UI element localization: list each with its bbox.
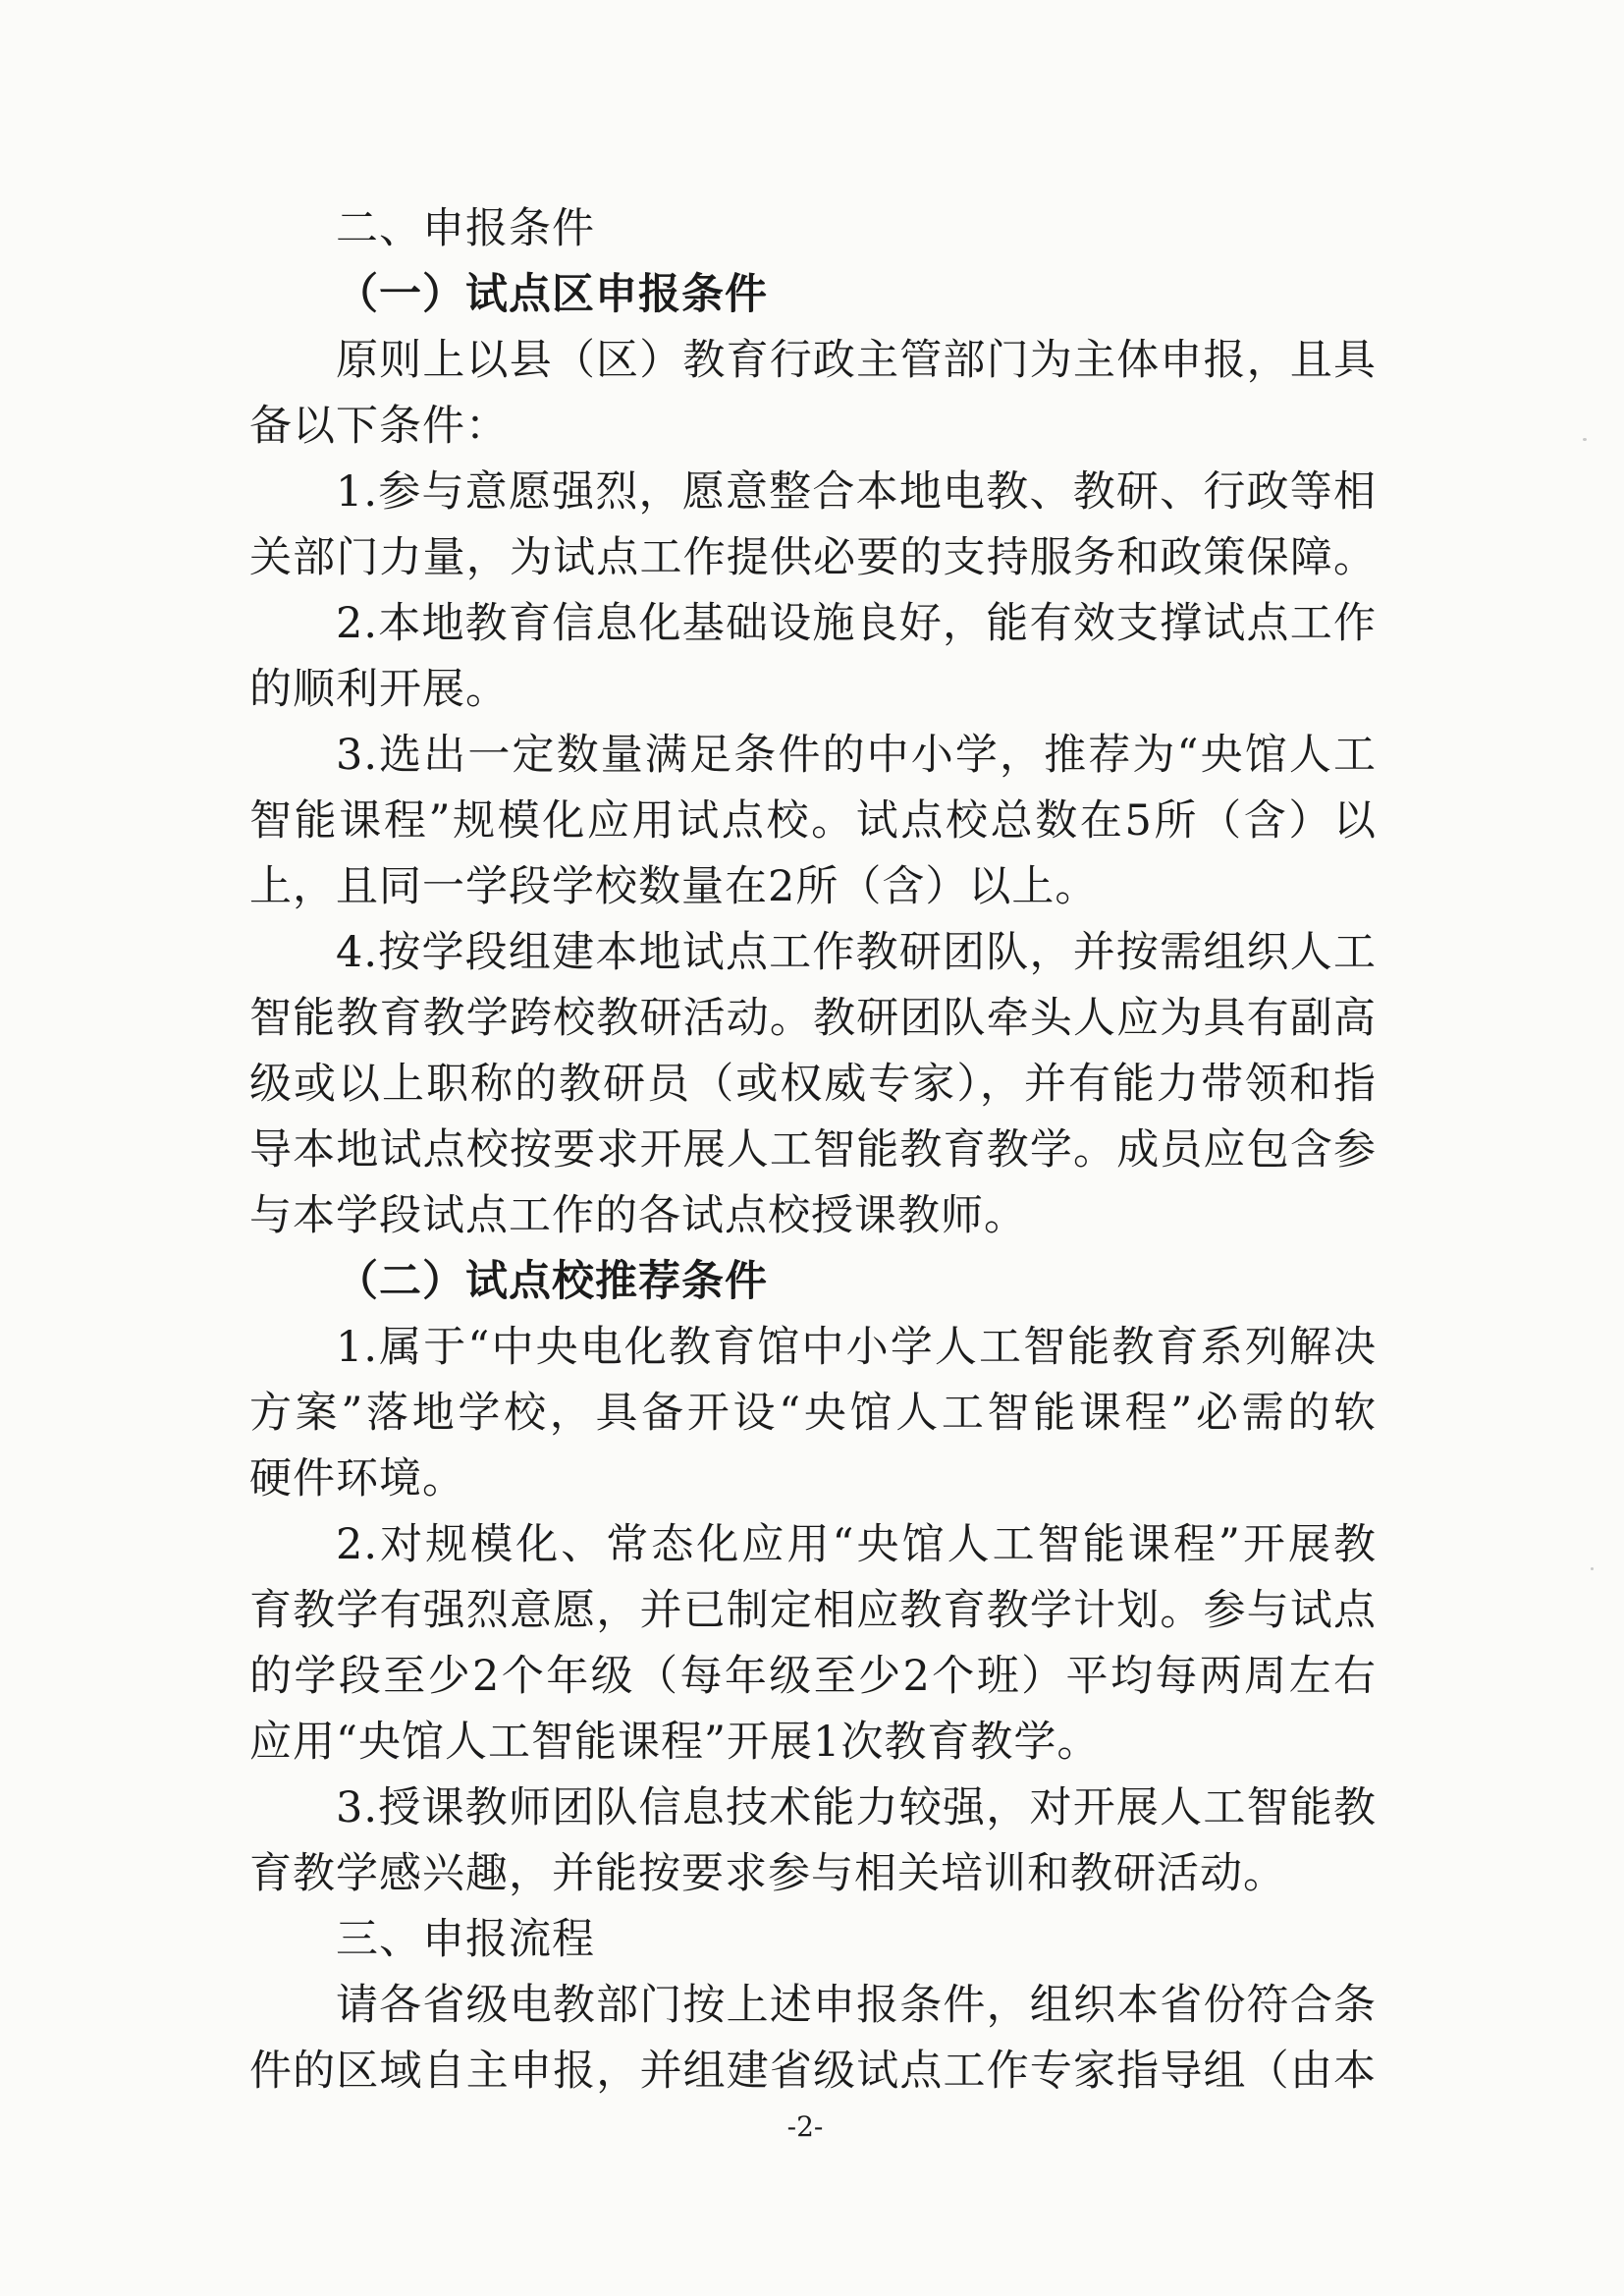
pilot-school-item-2-line: 应用“央馆人工智能课程”开展1次教育教学。 — [249, 1718, 1101, 1767]
application-process-line: 件的区域自主申报，并组建省级试点工作专家指导组（由本 — [249, 2047, 1377, 2096]
pilot-area-item-4-line: 级或以上职称的教研员（或权威专家），并有能力带领和指 — [249, 1060, 1377, 1109]
scan-speck — [1583, 438, 1587, 441]
pilot-area-item-1-line: 关部门力量，为试点工作提供必要的支持服务和政策保障。 — [249, 533, 1377, 582]
pilot-area-item-3-line: 智能课程”规模化应用试点校。试点校总数在5所（含）以 — [249, 796, 1377, 846]
section-heading-application-conditions: 二、申报条件 — [336, 204, 595, 253]
pilot-area-intro-line: 备以下条件： — [249, 402, 509, 451]
pilot-area-item-3-line: 3.选出一定数量满足条件的中小学，推荐为“央馆人工 — [336, 731, 1377, 780]
pilot-school-item-3-line: 3.授课教师团队信息技术能力较强，对开展人工智能教 — [336, 1783, 1377, 1832]
pilot-area-item-1-line: 1.参与意愿强烈，愿意整合本地电教、教研、行政等相 — [336, 467, 1377, 517]
pilot-area-item-4-line: 智能教育教学跨校教研活动。教研团队牵头人应为具有副高 — [249, 994, 1377, 1043]
scan-speck — [1591, 1567, 1594, 1570]
pilot-area-intro-line: 原则上以县（区）教育行政主管部门为主体申报，且具 — [336, 336, 1377, 385]
pilot-school-item-2-line: 育教学有强烈意愿，并已制定相应教育教学计划。参与试点 — [249, 1586, 1377, 1635]
page-number: -2- — [786, 2110, 824, 2143]
pilot-school-item-3-line: 育教学感兴趣，并能按要求参与相关培训和教研活动。 — [249, 1849, 1286, 1898]
pilot-school-item-1-line: 方案”落地学校，具备开设“央馆人工智能课程”必需的软 — [249, 1389, 1377, 1438]
pilot-school-item-2-line: 2.对规模化、常态化应用“央馆人工智能课程”开展教 — [336, 1520, 1377, 1569]
section-heading-application-process: 三、申报流程 — [336, 1915, 595, 1964]
document-body — [249, 196, 1377, 2105]
pilot-area-item-2-line: 2.本地教育信息化基础设施良好，能有效支撑试点工作 — [336, 599, 1377, 648]
subsection-heading-pilot-area: （一）试点区申报条件 — [336, 270, 768, 319]
pilot-area-item-4-line: 4.按学段组建本地试点工作教研团队，并按需组织人工 — [336, 928, 1377, 977]
pilot-area-item-2-line: 的顺利开展。 — [249, 665, 509, 714]
pilot-school-item-2-line: 的学段至少2个年级（每年级至少2个班）平均每两周左右 — [249, 1652, 1377, 1701]
subsection-heading-pilot-school: （二）试点校推荐条件 — [336, 1257, 768, 1306]
application-process-line: 请各省级电教部门按上述申报条件，组织本省份符合条 — [336, 1981, 1377, 2030]
pilot-area-item-4-line: 导本地试点校按要求开展人工智能教育教学。成员应包含参 — [249, 1125, 1377, 1175]
pilot-area-item-3-line: 上，且同一学段学校数量在2所（含）以上。 — [249, 862, 1099, 911]
pilot-school-item-1-line: 1.属于“中央电化教育馆中小学人工智能教育系列解决 — [336, 1323, 1377, 1372]
pilot-area-item-4-line: 与本学段试点工作的各试点校授课教师。 — [249, 1191, 1027, 1240]
pilot-school-item-1-line: 硬件环境。 — [249, 1454, 465, 1503]
